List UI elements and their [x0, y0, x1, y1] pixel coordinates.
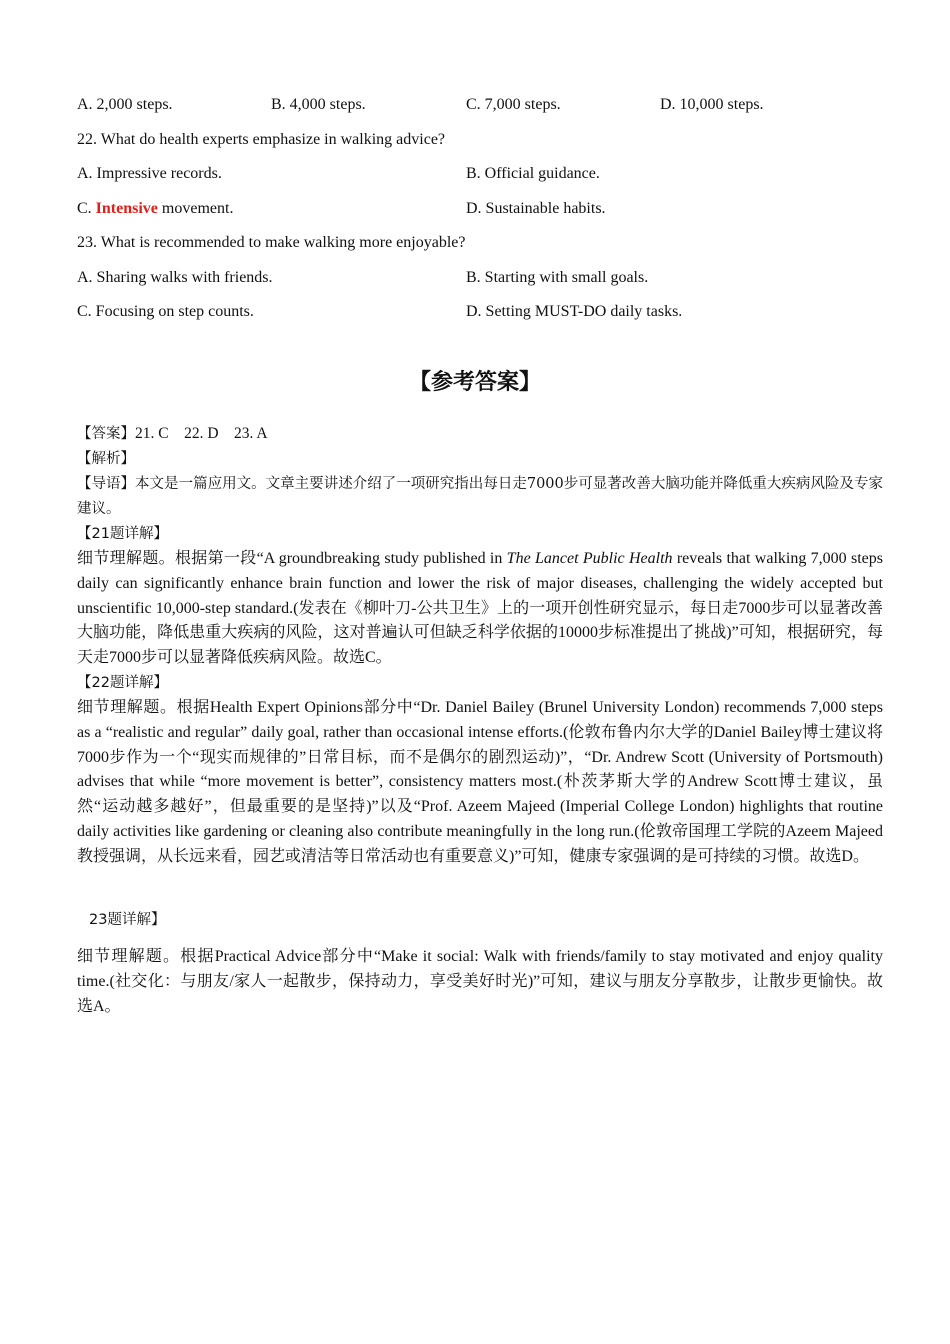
q23-detail-label	[89, 908, 895, 933]
q22-detail-label	[77, 671, 883, 696]
q23-option-c: C. Focusing on step counts.	[77, 303, 254, 320]
q23-question: 23. What is recommended to make walking more enjoyable?	[77, 234, 466, 251]
q21-option-d: D. 10,000 steps.	[660, 96, 764, 113]
q23-explanation: 细节理解题。根据Practical Advice部分中“Make it social: Walk with friends/family to stay motivated and enjoy quality time.(社交化：与朋友/家人一起散步，保持动力，享受美好时光)”可知，建议与朋友分享散步，让散步更愉快。故选A。	[77, 948, 883, 1015]
q22-option-c-suffix: movement.	[157, 200, 234, 217]
answer-key-label: 【答案】	[77, 426, 135, 442]
q22-option-a: A. Impressive records.	[77, 165, 222, 182]
answer-key-values: 21. C 22. D 23. A	[135, 425, 268, 442]
analysis-label-text: 【解析】	[77, 451, 135, 467]
q22-option-d: D. Sustainable habits.	[466, 200, 606, 217]
answer-key	[77, 422, 883, 447]
q21-option-a: A. 2,000 steps.	[77, 96, 173, 113]
q21-explanation-part1: 细节理解题。根据第一段“A groundbreaking study published in	[77, 550, 507, 567]
answer-heading: 【参考答案】	[408, 370, 541, 395]
guide-text: 本文是一篇应用文。文章主要讲述介绍了一项研究指出每日走7000步可显著改善大脑功能并降低重大疾病风险及专家建议。	[77, 476, 883, 517]
q22-option-b: B. Official guidance.	[466, 165, 600, 182]
q21-detail-label	[77, 522, 883, 547]
q22-option-c	[77, 199, 233, 219]
q21-detail-label-text: 【21题详解】	[77, 526, 168, 542]
q23-option-a: A. Sharing walks with friends.	[77, 269, 273, 286]
q23-detail-label-text: 23题详解】	[89, 912, 166, 928]
q21-option-b: B. 4,000 steps.	[271, 96, 366, 113]
q21-option-c: C. 7,000 steps.	[466, 96, 561, 113]
q21-explanation-part2: reveals that walking 7,000 steps daily can significantly enhance brain function and lower the risk of major diseases, challenging the widely accepted but unscientific 10,000-step standard.(发表在《柳叶刀-公共卫生》上的一项开创性研究显示，每日走7000步可以显著改善大脑功能，降低患重大疾病的风险，这对普遍认可但缺乏科学依据的10000步标准提出了挑战)”可知，根据研究，每天走7000步可以显著降低疾病风险。故选C。	[77, 550, 883, 667]
q22-detail-label-text: 【22题详解】	[77, 675, 168, 691]
analysis-label	[77, 447, 883, 472]
guide-label: 【导语】	[77, 476, 136, 492]
q21-explanation	[77, 547, 883, 671]
q23-option-d: D. Setting MUST-DO daily tasks.	[466, 303, 683, 320]
q22-option-c-prefix: C.	[77, 200, 96, 217]
q22-option-c-highlight: Intensive	[95, 200, 158, 217]
guide-paragraph	[77, 472, 883, 522]
q23-option-b: B. Starting with small goals.	[466, 269, 649, 286]
q22-explanation: 细节理解题。根据Health Expert Opinions部分中“Dr. Daniel Bailey (Brunel University London) recommends 7,000 steps as a “realistic and regular” daily goal, rather than occasional intense efforts.(伦敦布鲁内尔大学的Daniel Bailey博士建议将7000步作为一个“现实而规律的”日常目标，而不是偶尔的剧烈运动)”，“Dr. Andrew Scott (University of Portsmouth) advises that while “more movement is better”, consistency matters most.(朴茨茅斯大学的Andrew Scott博士建议，虽然“运动越多越好”，但最重要的是坚持)”以及“Prof. Azeem Majeed (Imperial College London) highlights that routine daily activities like gardening or cleaning also contribute meaningfully in the long run.(伦敦帝国理工学院的Azeem Majeed教授强调，从长远来看，园艺或清洁等日常活动也有重要意义)”可知，健康专家强调的是可持续的习惯。故选D。	[77, 699, 883, 865]
q22-question: 22. What do health experts emphasize in walking advice?	[77, 131, 446, 148]
q21-journal-title: The Lancet Public Health	[506, 550, 673, 567]
